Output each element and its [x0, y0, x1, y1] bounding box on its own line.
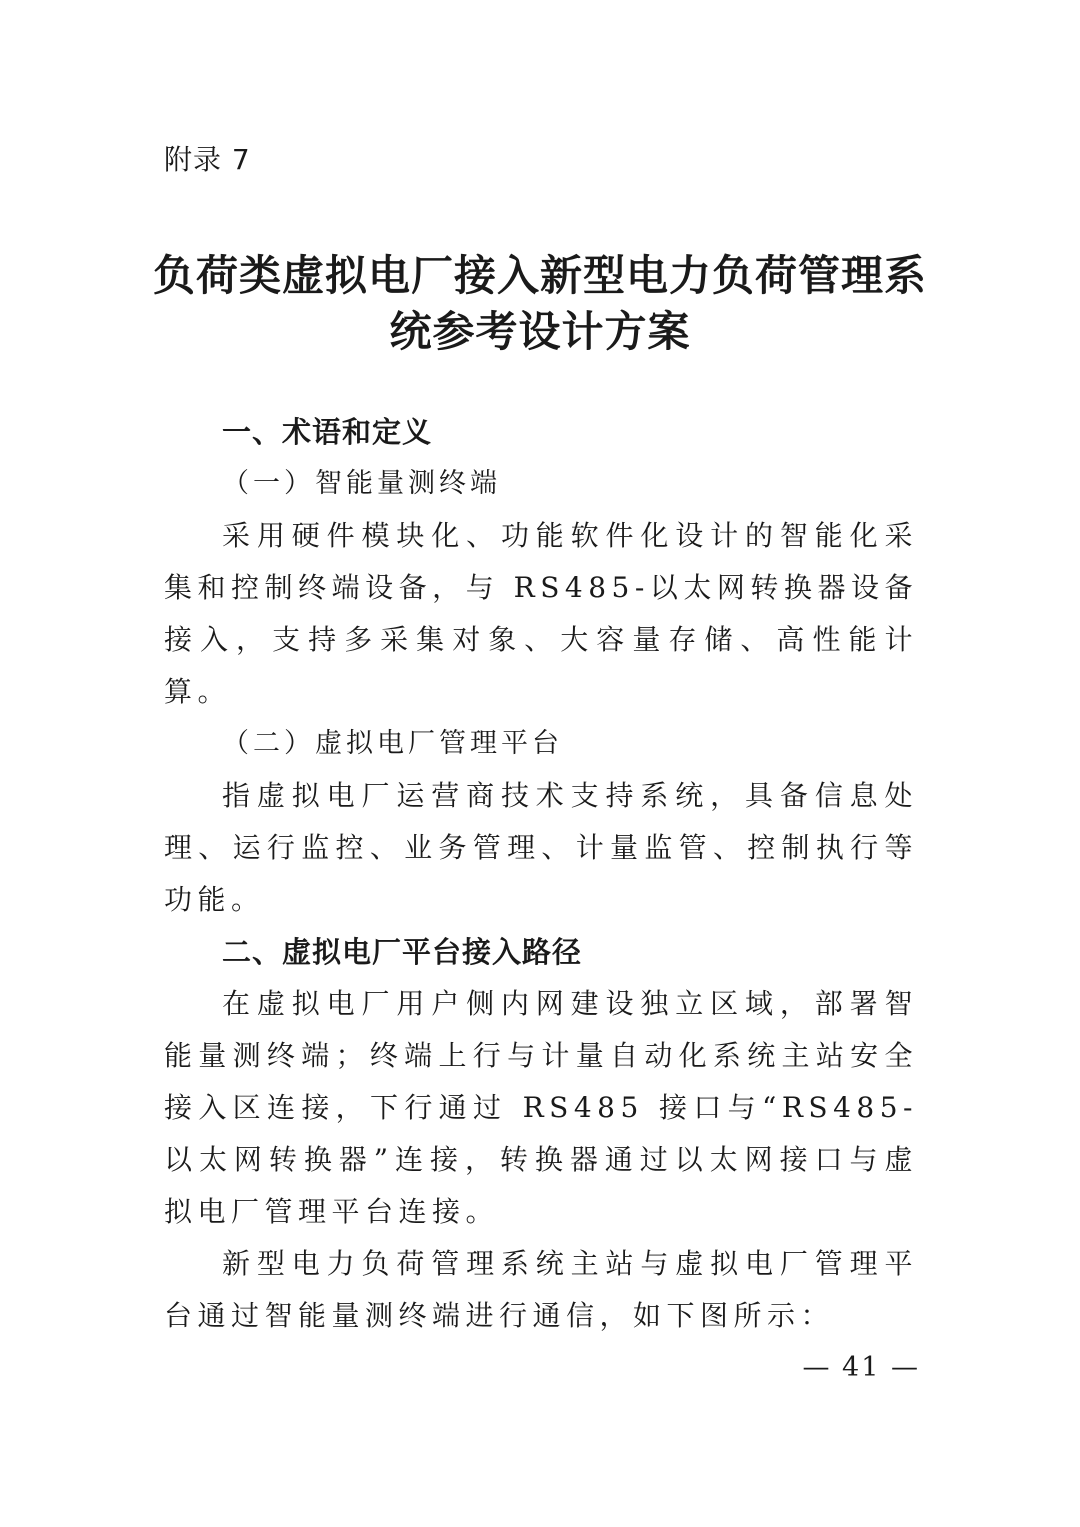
- paragraph-access-path-1: 在虚拟电厂用户侧内网建设独立区域，部署智能量测终端；终端上行与计量自动化系统主站安全接入区连接，下行通过 RS485 接口与“RS485-以太网转换器”连接，转换器通过以太网接口与虚拟电厂管理平台连接。: [164, 987, 918, 1228]
- paragraph-smart-terminal: 采用硬件模块化、功能软件化设计的智能化采集和控制终端设备，与 RS485-以太网转换器设备接入，支持多采集对象、大容量存储、高性能计算。: [164, 519, 918, 708]
- appendix-label: 附录 7: [164, 143, 251, 176]
- section-heading-terms: 一、术语和定义: [222, 415, 433, 449]
- document-title-line-1: 负荷类虚拟电厂接入新型电力负荷管理系: [152, 251, 927, 300]
- document-title: [120, 248, 960, 360]
- paragraph-access-path-2: 新型电力负荷管理系统主站与虚拟电厂管理平台通过智能量测终端进行通信，如下图所示：: [164, 1247, 918, 1332]
- document-body: [164, 406, 918, 1342]
- paragraph-vpp-platform: 指虚拟电厂运营商技术支持系统，具备信息处理、运行监控、业务管理、计量监管、控制执行等功能。: [164, 779, 918, 916]
- section-heading-access-path: 二、虚拟电厂平台接入路径: [222, 935, 583, 969]
- page-number: — 41 —: [802, 1352, 920, 1383]
- subsection-heading-smart-terminal: （一）智能量测终端: [222, 468, 501, 499]
- document-title-line-2: 统参考设计方案: [389, 307, 691, 356]
- subsection-heading-vpp-platform: （二）虚拟电厂管理平台: [222, 728, 563, 759]
